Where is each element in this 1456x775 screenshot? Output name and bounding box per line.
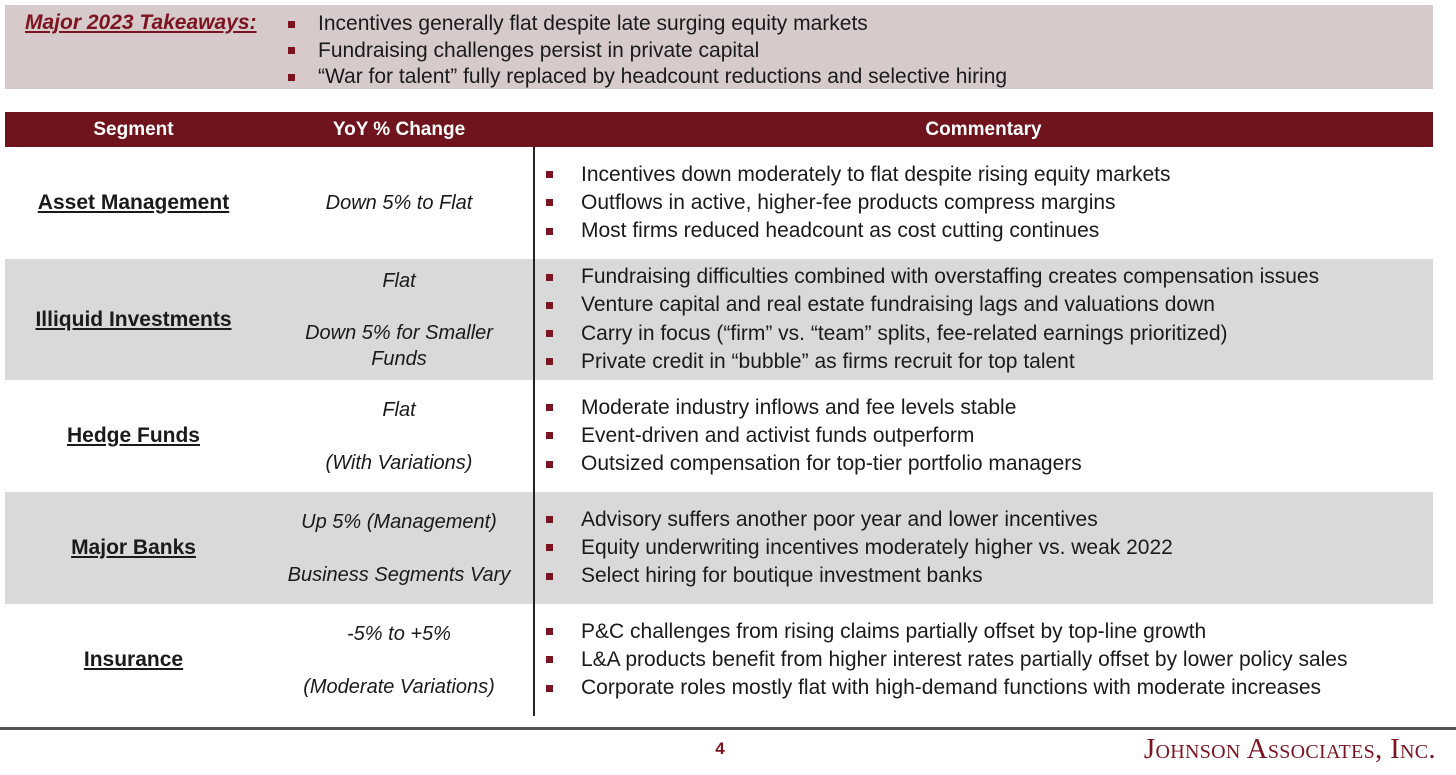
takeaway-item: Fundraising challenges persist in private capital <box>288 38 1007 65</box>
yoy-change: Up 5% (Management) Business Segments Vary <box>287 511 511 586</box>
commentary-item: Outsized compensation for top-tier portfolio managers <box>546 450 1082 478</box>
commentary-list <box>546 492 1173 604</box>
bullet-icon <box>546 432 553 439</box>
segment-name: Hedge Funds <box>66 424 200 447</box>
bullet-icon <box>546 461 553 468</box>
commentary-item: Corporate roles mostly flat with high-demand functions with moderate increases <box>546 674 1348 702</box>
bullet-icon <box>546 628 553 635</box>
bullet-icon <box>546 274 553 281</box>
table-row <box>5 604 1433 716</box>
bullet-icon <box>288 47 295 54</box>
bullet-icon <box>288 21 295 28</box>
yoy-change: Down 5% to Flat <box>325 192 473 214</box>
table-header <box>5 112 1433 147</box>
column-divider <box>533 147 535 716</box>
bullet-icon <box>546 544 553 551</box>
header-commentary: Commentary <box>925 119 1042 140</box>
commentary-list <box>546 259 1319 380</box>
takeaways-title: Major 2023 Takeaways: <box>25 11 257 34</box>
bullet-icon <box>546 685 553 692</box>
table-row <box>5 147 1433 259</box>
table-row <box>5 380 1433 492</box>
commentary-item: Select hiring for boutique investment banks <box>546 562 1173 590</box>
commentary-list <box>546 147 1170 259</box>
bullet-icon <box>546 404 553 411</box>
commentary-item: Advisory suffers another poor year and lower incentives <box>546 506 1173 534</box>
header-segment: Segment <box>93 119 174 140</box>
company-logo: Johnson Associates, Inc. <box>1143 733 1436 765</box>
bullet-icon <box>546 302 553 309</box>
commentary-list <box>546 380 1082 492</box>
segment-name: Asset Management <box>37 191 230 214</box>
bullet-icon <box>546 656 553 663</box>
bullet-icon <box>546 358 553 365</box>
bullet-icon <box>546 228 553 235</box>
commentary-list <box>546 604 1348 716</box>
commentary-item: Most firms reduced headcount as cost cutting continues <box>546 217 1170 245</box>
takeaway-item: Incentives generally flat despite late surging equity markets <box>288 11 1007 38</box>
bullet-icon <box>546 516 553 523</box>
yoy-change: Flat Down 5% for Smaller Funds <box>305 270 493 370</box>
header-yoy: YoY % Change <box>332 119 466 140</box>
commentary-item: Event-driven and activist funds outperform <box>546 422 1082 450</box>
commentary-item: L&A products benefit from higher interest rates partially offset by lower policy sales <box>546 646 1348 674</box>
bullet-icon <box>288 74 295 81</box>
commentary-item: Incentives down moderately to flat despite rising equity markets <box>546 161 1170 189</box>
commentary-item: Fundraising difficulties combined with overstaffing creates compensation issues <box>546 263 1319 291</box>
takeaway-item: “War for talent” fully replaced by headcount reductions and selective hiring <box>288 64 1007 91</box>
takeaways-box <box>5 5 1433 89</box>
bullet-icon <box>546 573 553 580</box>
segment-name: Insurance <box>83 648 184 671</box>
commentary-item: P&C challenges from rising claims partially offset by top-line growth <box>546 618 1348 646</box>
commentary-item: Equity underwriting incentives moderately higher vs. weak 2022 <box>546 534 1173 562</box>
page-number: 4 <box>715 739 725 758</box>
footer-divider <box>0 727 1456 730</box>
commentary-item: Moderate industry inflows and fee levels stable <box>546 394 1082 422</box>
bullet-icon <box>546 199 553 206</box>
segment-name: Illiquid Investments <box>35 307 232 331</box>
segment-name: Major Banks <box>71 536 196 559</box>
yoy-change: Flat (With Variations) <box>325 399 473 474</box>
commentary-item: Venture capital and real estate fundraising lags and valuations down <box>546 291 1319 319</box>
yoy-change: -5% to +5% (Moderate Variations) <box>303 623 495 698</box>
commentary-item: Outflows in active, higher-fee products compress margins <box>546 189 1170 217</box>
bullet-icon <box>546 330 553 337</box>
table-row <box>5 492 1433 604</box>
commentary-item: Carry in focus (“firm” vs. “team” splits, fee-related earnings prioritized) <box>546 320 1319 348</box>
bullet-icon <box>546 171 553 178</box>
table-row <box>5 259 1433 380</box>
takeaways-list <box>288 11 1007 91</box>
commentary-item: Private credit in “bubble” as firms recruit for top talent <box>546 348 1319 376</box>
